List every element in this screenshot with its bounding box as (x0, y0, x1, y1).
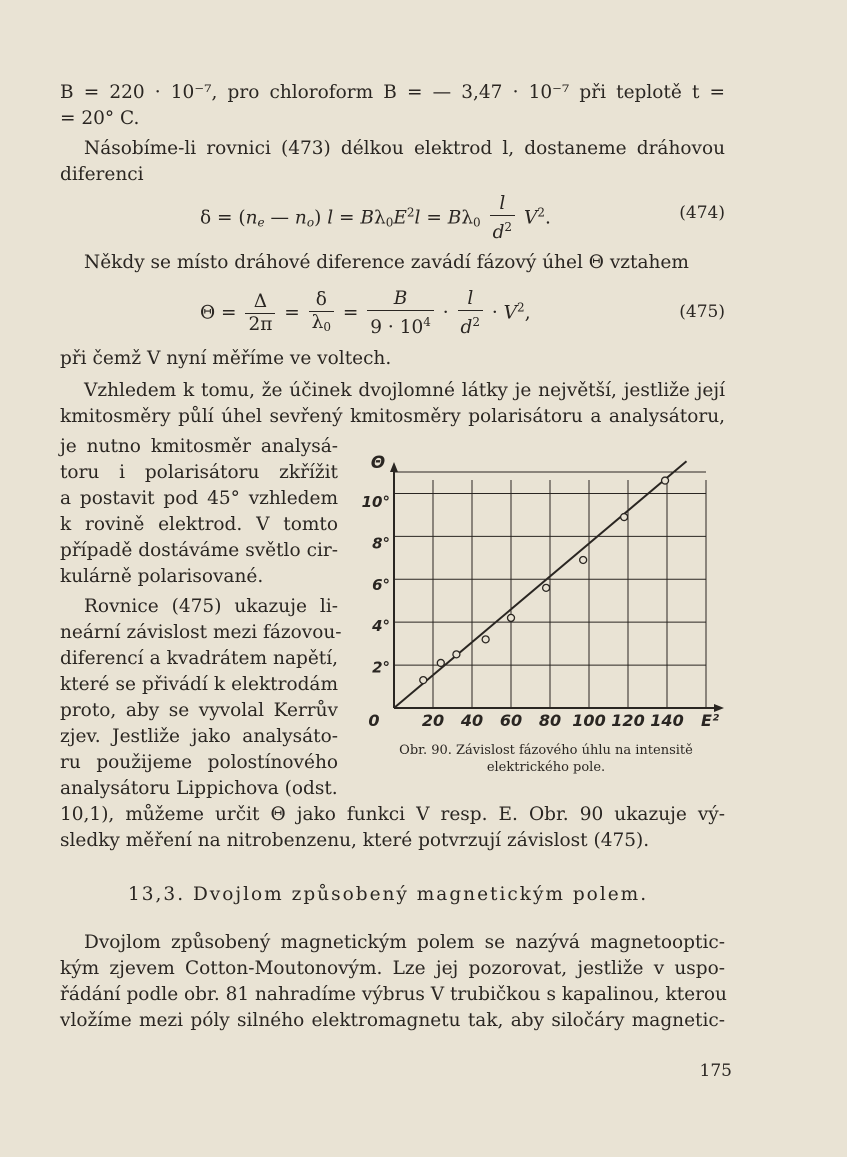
data-point (482, 636, 489, 643)
figure-caption: Obr. 90. Závislost fázového úhlu na intensitě (399, 743, 693, 758)
text-line: kmitosměry půlí úhel sevřený kmitosměry polarisátoru a analysátoru, (60, 406, 725, 427)
x-tick-label: 100 (572, 711, 606, 730)
equation-number-475: (475) (679, 302, 725, 322)
text-line: ru použijeme polostínového (60, 752, 338, 773)
data-point (621, 514, 628, 521)
text-line: diferenci (60, 164, 144, 185)
text-line: je nutno kmitosměr analysá- (60, 436, 338, 457)
text-line: k rovině elektrod. V tomto (60, 514, 338, 535)
text-line: a postavit pod 45° vzhledem (60, 488, 338, 509)
text-line: Někdy se místo dráhové diference zavádí fázový úhel Θ vztahem (84, 252, 689, 273)
page-number: 175 (699, 1061, 732, 1081)
x-tick-label: 20 (421, 711, 445, 730)
data-point (508, 614, 515, 621)
text-line: toru i polarisátoru zkřížit (60, 462, 338, 483)
text-line: Rovnice (475) ukazuje li- (84, 596, 338, 617)
x-tick-label: 0 (368, 711, 380, 730)
text-line: Dvojlom způsobený magnetickým polem se nazývá magnetooptic- (84, 932, 725, 953)
text-line: kým zjevem Cotton-Moutonovým. Lze jej pozorovat, jestliže v uspo- (60, 958, 725, 979)
x-tick-label: 120 (611, 711, 645, 730)
equation-474: $\delta = (n_e$ — $n_o$) $l = B\lambda_0E^2l = B\lambda_0$ $\frac{l}{d^2}$ $V^2$. (200, 193, 551, 243)
x-tick-label: 40 (460, 711, 484, 730)
text-line: Vzhledem k tomu, že účinek dvojlomné látky je největší, jestliže její (84, 380, 725, 401)
y-axis-arrow (390, 462, 398, 472)
text-line: = 20° C. (60, 108, 140, 129)
y-tick-label: 10° (361, 492, 390, 511)
text-line: sledky měření na nitrobenzenu, které potvrzují závislost (475). (60, 830, 650, 851)
text-line: analysátoru Lippichova (odst. (60, 778, 338, 799)
equation-475: Θ = $\frac{\Delta}{2\pi}$ = $\frac{\delta}{\lambda_0}$ = $\frac{B}{9 \cdot 10^4}$ · $\frac{l}{d^2}$ · $V^2$, (200, 288, 531, 338)
text-line: proto, aby se vyvolal Kerrův (60, 700, 338, 721)
section-heading: 13,3. Dvojlom způsobený magnetickým polem. (128, 884, 649, 905)
text-line: zjev. Jestliže jako analysáto- (60, 726, 338, 747)
x-tick-label: 140 (650, 711, 684, 730)
data-point (662, 477, 669, 484)
x-axis-label: E² (701, 711, 719, 730)
fit-line (394, 461, 687, 708)
y-tick-label: 4° (372, 617, 390, 636)
text-line: vložíme mezi póly silného elektromagnetu tak, aby siločáry magnetic- (60, 1010, 725, 1031)
y-tick-label: 8° (372, 534, 390, 553)
x-tick-label: 60 (499, 711, 523, 730)
y-axis-label: Θ (370, 453, 386, 473)
text-line: které se přivádí k elektrodám (60, 674, 338, 695)
phase-angle-chart (356, 446, 736, 736)
data-point (580, 556, 587, 563)
text-line: řádání podle obr. 81 nahradíme výbrus V trubičkou s kapalinou, kterou (60, 984, 727, 1005)
text-line: případě dostáváme světlo cir- (60, 540, 338, 561)
text-line: při čemž V nyní měříme ve voltech. (60, 348, 392, 369)
data-point (420, 677, 427, 684)
text-line: neární závislost mezi fázovou- (60, 622, 342, 643)
text-line: B = 220 · 10⁻⁷, pro chloroform B = — 3,47 · 10⁻⁷ při teplotě t = (60, 82, 725, 103)
text-line: Násobíme-li rovnici (473) délkou elektrod l, dostaneme dráhovou (84, 138, 725, 159)
data-point (453, 651, 460, 658)
text-line: diferencí a kvadrátem napětí, (60, 648, 338, 669)
y-tick-label: 6° (372, 575, 390, 594)
text-line: 10,1), můžeme určit Θ jako funkci V resp. E. Obr. 90 ukazuje vý- (60, 804, 725, 825)
y-tick-label: 2° (372, 658, 390, 677)
equation-number-474: (474) (679, 203, 725, 223)
data-point (543, 584, 550, 591)
data-point (437, 659, 444, 666)
figure-caption: elektrického pole. (486, 760, 606, 775)
x-tick-label: 80 (538, 711, 562, 730)
text-line: kulárně polarisované. (60, 566, 264, 587)
